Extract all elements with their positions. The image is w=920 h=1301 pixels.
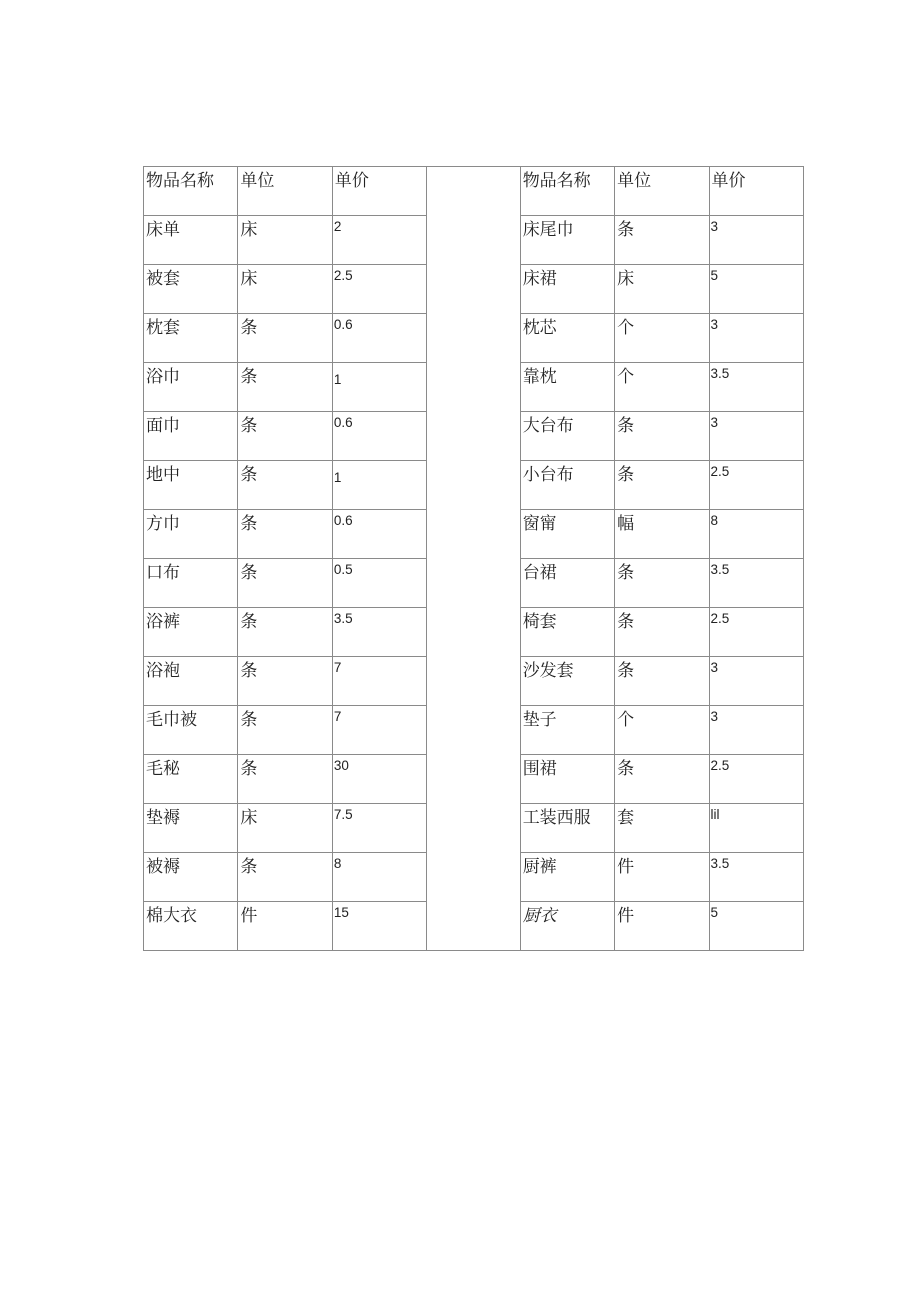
item-name-cell <box>144 510 238 559</box>
item-name: 小台布 <box>522 465 574 485</box>
item-price: 3 <box>710 317 719 332</box>
item-price: 3.5 <box>710 856 730 871</box>
item-unit: 条 <box>617 465 635 485</box>
gap-column <box>427 167 520 951</box>
item-unit: 幅 <box>617 514 635 534</box>
item-price-cell <box>332 412 426 461</box>
item-name: 棉大衣 <box>146 906 197 926</box>
item-name: 垫褥 <box>146 808 180 828</box>
item-unit: 条 <box>240 612 258 632</box>
item-unit-cell <box>238 657 332 706</box>
item-unit-cell <box>615 265 709 314</box>
item-price: 0.6 <box>333 317 353 332</box>
item-unit-cell <box>615 216 709 265</box>
item-unit: 条 <box>617 416 635 436</box>
item-name-cell <box>144 608 238 657</box>
item-name-cell <box>520 265 614 314</box>
item-name: 窗甯 <box>522 514 557 534</box>
price-table <box>143 166 804 951</box>
item-unit-cell <box>238 853 332 902</box>
item-price: 3 <box>710 219 719 234</box>
item-unit-cell <box>238 461 332 510</box>
item-name-cell <box>520 902 614 951</box>
item-price-cell <box>709 608 803 657</box>
item-name: 毛巾被 <box>146 710 197 730</box>
item-unit-cell <box>238 902 332 951</box>
item-price-cell <box>332 706 426 755</box>
item-name-cell <box>520 608 614 657</box>
item-unit: 条 <box>240 318 258 338</box>
item-name-cell <box>144 902 238 951</box>
item-name: 被褥 <box>146 857 180 877</box>
item-name: 床单 <box>146 220 180 240</box>
item-price: 7 <box>333 660 342 675</box>
item-name: 椅套 <box>522 612 557 632</box>
item-unit: 条 <box>617 563 635 583</box>
item-name-cell <box>520 559 614 608</box>
item-name-cell <box>520 412 614 461</box>
item-unit: 件 <box>240 906 258 926</box>
item-price-cell <box>332 314 426 363</box>
item-price-cell <box>332 657 426 706</box>
item-name: 床尾巾 <box>522 220 574 240</box>
item-price-cell <box>332 902 426 951</box>
item-price: 5 <box>710 905 719 920</box>
header-price-left: 单价 <box>334 171 369 191</box>
item-unit: 条 <box>240 563 258 583</box>
item-name: 口布 <box>146 563 180 583</box>
item-price: 8 <box>710 513 719 528</box>
item-name: 浴袍 <box>146 661 180 681</box>
item-unit: 条 <box>240 661 258 681</box>
item-name: 方巾 <box>146 514 180 534</box>
item-price: 1 <box>333 372 342 387</box>
item-unit-cell <box>238 412 332 461</box>
item-price-cell <box>709 853 803 902</box>
item-price: 7 <box>333 709 342 724</box>
item-price-cell <box>709 510 803 559</box>
item-name-cell <box>144 265 238 314</box>
item-name: 大台布 <box>522 416 574 436</box>
item-unit-cell <box>615 853 709 902</box>
item-name-cell <box>520 461 614 510</box>
header-cell <box>520 167 614 216</box>
item-unit-cell <box>238 755 332 804</box>
item-name: 地中 <box>146 465 180 485</box>
item-price: 3 <box>710 709 719 724</box>
item-name: 面巾 <box>146 416 180 436</box>
item-unit: 条 <box>617 220 635 240</box>
item-price-cell <box>709 804 803 853</box>
item-name: 枕芯 <box>522 318 557 338</box>
item-price-cell <box>332 265 426 314</box>
item-name-cell <box>520 706 614 755</box>
item-name-cell <box>520 853 614 902</box>
item-price-cell <box>332 804 426 853</box>
item-unit-cell <box>615 461 709 510</box>
item-price-cell <box>332 216 426 265</box>
item-name-cell <box>520 657 614 706</box>
header-unit-right: 单位 <box>617 171 652 191</box>
item-unit-cell <box>238 363 332 412</box>
item-unit-cell <box>615 804 709 853</box>
item-unit: 件 <box>617 857 635 877</box>
header-cell <box>144 167 238 216</box>
item-name: 垫子 <box>522 710 557 730</box>
item-price-cell <box>709 902 803 951</box>
item-unit-cell <box>615 510 709 559</box>
item-price: 0.6 <box>333 415 353 430</box>
item-price-cell <box>332 363 426 412</box>
item-price: 1 <box>333 470 342 485</box>
item-unit-cell <box>238 804 332 853</box>
item-price: 3.5 <box>333 611 353 626</box>
item-unit: 条 <box>240 367 258 387</box>
item-unit: 条 <box>617 661 635 681</box>
item-name-cell <box>144 706 238 755</box>
item-name: 被套 <box>146 269 180 289</box>
item-unit: 个 <box>617 318 635 338</box>
item-price-cell <box>709 216 803 265</box>
item-price-cell <box>709 559 803 608</box>
item-price-cell <box>332 510 426 559</box>
item-name-cell <box>144 412 238 461</box>
item-unit: 件 <box>617 906 635 926</box>
item-price: 3 <box>710 415 719 430</box>
header-cell <box>332 167 426 216</box>
item-unit: 条 <box>240 465 258 485</box>
item-name: 浴巾 <box>146 367 180 387</box>
item-price-cell <box>709 363 803 412</box>
item-name: 靠枕 <box>522 367 557 387</box>
item-name: 厨衣 <box>522 906 557 926</box>
header-name-left: 物品名称 <box>146 171 214 191</box>
table-header-row <box>144 167 804 216</box>
item-name: 浴裤 <box>146 612 180 632</box>
item-unit: 床 <box>240 269 258 289</box>
item-price: 0.6 <box>333 513 353 528</box>
item-name-cell <box>520 510 614 559</box>
item-unit-cell <box>615 755 709 804</box>
item-name-cell <box>144 559 238 608</box>
item-name: 枕套 <box>146 318 180 338</box>
item-name: 毛秘 <box>146 759 180 779</box>
item-name: 工装西服 <box>522 808 591 828</box>
item-price-cell <box>709 265 803 314</box>
item-name-cell <box>144 853 238 902</box>
item-price: 3.5 <box>710 366 730 381</box>
item-name-cell <box>520 314 614 363</box>
item-unit-cell <box>615 412 709 461</box>
item-price: 7.5 <box>333 807 353 822</box>
item-price: 2 <box>333 219 342 234</box>
header-price-right: 单价 <box>711 171 746 191</box>
item-unit: 床 <box>240 808 258 828</box>
item-unit-cell <box>615 559 709 608</box>
item-unit: 条 <box>240 710 258 730</box>
item-name-cell <box>144 657 238 706</box>
item-price: 2.5 <box>333 268 353 283</box>
item-unit: 条 <box>240 857 258 877</box>
item-price-cell <box>709 314 803 363</box>
item-price: 2.5 <box>710 611 730 626</box>
item-price-cell <box>709 461 803 510</box>
item-price-cell <box>332 608 426 657</box>
item-unit: 床 <box>617 269 635 289</box>
item-name-cell <box>520 804 614 853</box>
item-price-cell <box>332 755 426 804</box>
item-unit: 条 <box>240 514 258 534</box>
item-name: 围裙 <box>522 759 557 779</box>
item-unit-cell <box>615 657 709 706</box>
item-unit: 套 <box>617 808 635 828</box>
item-price-cell <box>709 755 803 804</box>
item-unit: 条 <box>240 416 258 436</box>
item-price: lil <box>710 807 720 822</box>
item-unit-cell <box>238 608 332 657</box>
item-price-cell <box>709 412 803 461</box>
item-price-cell <box>332 461 426 510</box>
item-unit: 条 <box>617 759 635 779</box>
item-price: 30 <box>333 758 349 773</box>
item-unit: 条 <box>240 759 258 779</box>
item-name: 床裙 <box>522 269 557 289</box>
item-unit: 床 <box>240 220 258 240</box>
item-price: 5 <box>710 268 719 283</box>
header-unit-left: 单位 <box>240 171 275 191</box>
item-name: 厨裤 <box>522 857 557 877</box>
item-name-cell <box>144 314 238 363</box>
item-price: 2.5 <box>710 758 730 773</box>
item-name-cell <box>520 363 614 412</box>
header-cell <box>238 167 332 216</box>
item-unit-cell <box>238 265 332 314</box>
item-unit-cell <box>615 608 709 657</box>
item-name-cell <box>520 216 614 265</box>
item-unit-cell <box>238 314 332 363</box>
item-name-cell <box>144 363 238 412</box>
item-unit: 个 <box>617 367 635 387</box>
item-unit-cell <box>238 510 332 559</box>
item-unit-cell <box>615 314 709 363</box>
item-name-cell <box>144 804 238 853</box>
item-unit-cell <box>615 363 709 412</box>
item-unit-cell <box>238 216 332 265</box>
item-unit-cell <box>238 706 332 755</box>
item-unit-cell <box>238 559 332 608</box>
item-price-cell <box>332 559 426 608</box>
item-unit: 条 <box>617 612 635 632</box>
item-price: 2.5 <box>710 464 730 479</box>
header-cell <box>709 167 803 216</box>
item-price-cell <box>709 657 803 706</box>
item-name-cell <box>144 755 238 804</box>
item-unit-cell <box>615 706 709 755</box>
header-cell <box>615 167 709 216</box>
item-price: 3 <box>710 660 719 675</box>
header-name-right: 物品名称 <box>522 171 591 191</box>
item-price-cell <box>332 853 426 902</box>
item-unit-cell <box>615 902 709 951</box>
item-price: 3.5 <box>710 562 730 577</box>
item-name-cell <box>520 755 614 804</box>
item-price: 8 <box>333 856 342 871</box>
item-name-cell <box>144 216 238 265</box>
item-price-cell <box>709 706 803 755</box>
item-price: 0.5 <box>333 562 353 577</box>
item-price: 15 <box>333 905 349 920</box>
item-name: 台裙 <box>522 563 557 583</box>
item-unit: 个 <box>617 710 635 730</box>
item-name-cell <box>144 461 238 510</box>
item-name: 沙发套 <box>522 661 574 681</box>
